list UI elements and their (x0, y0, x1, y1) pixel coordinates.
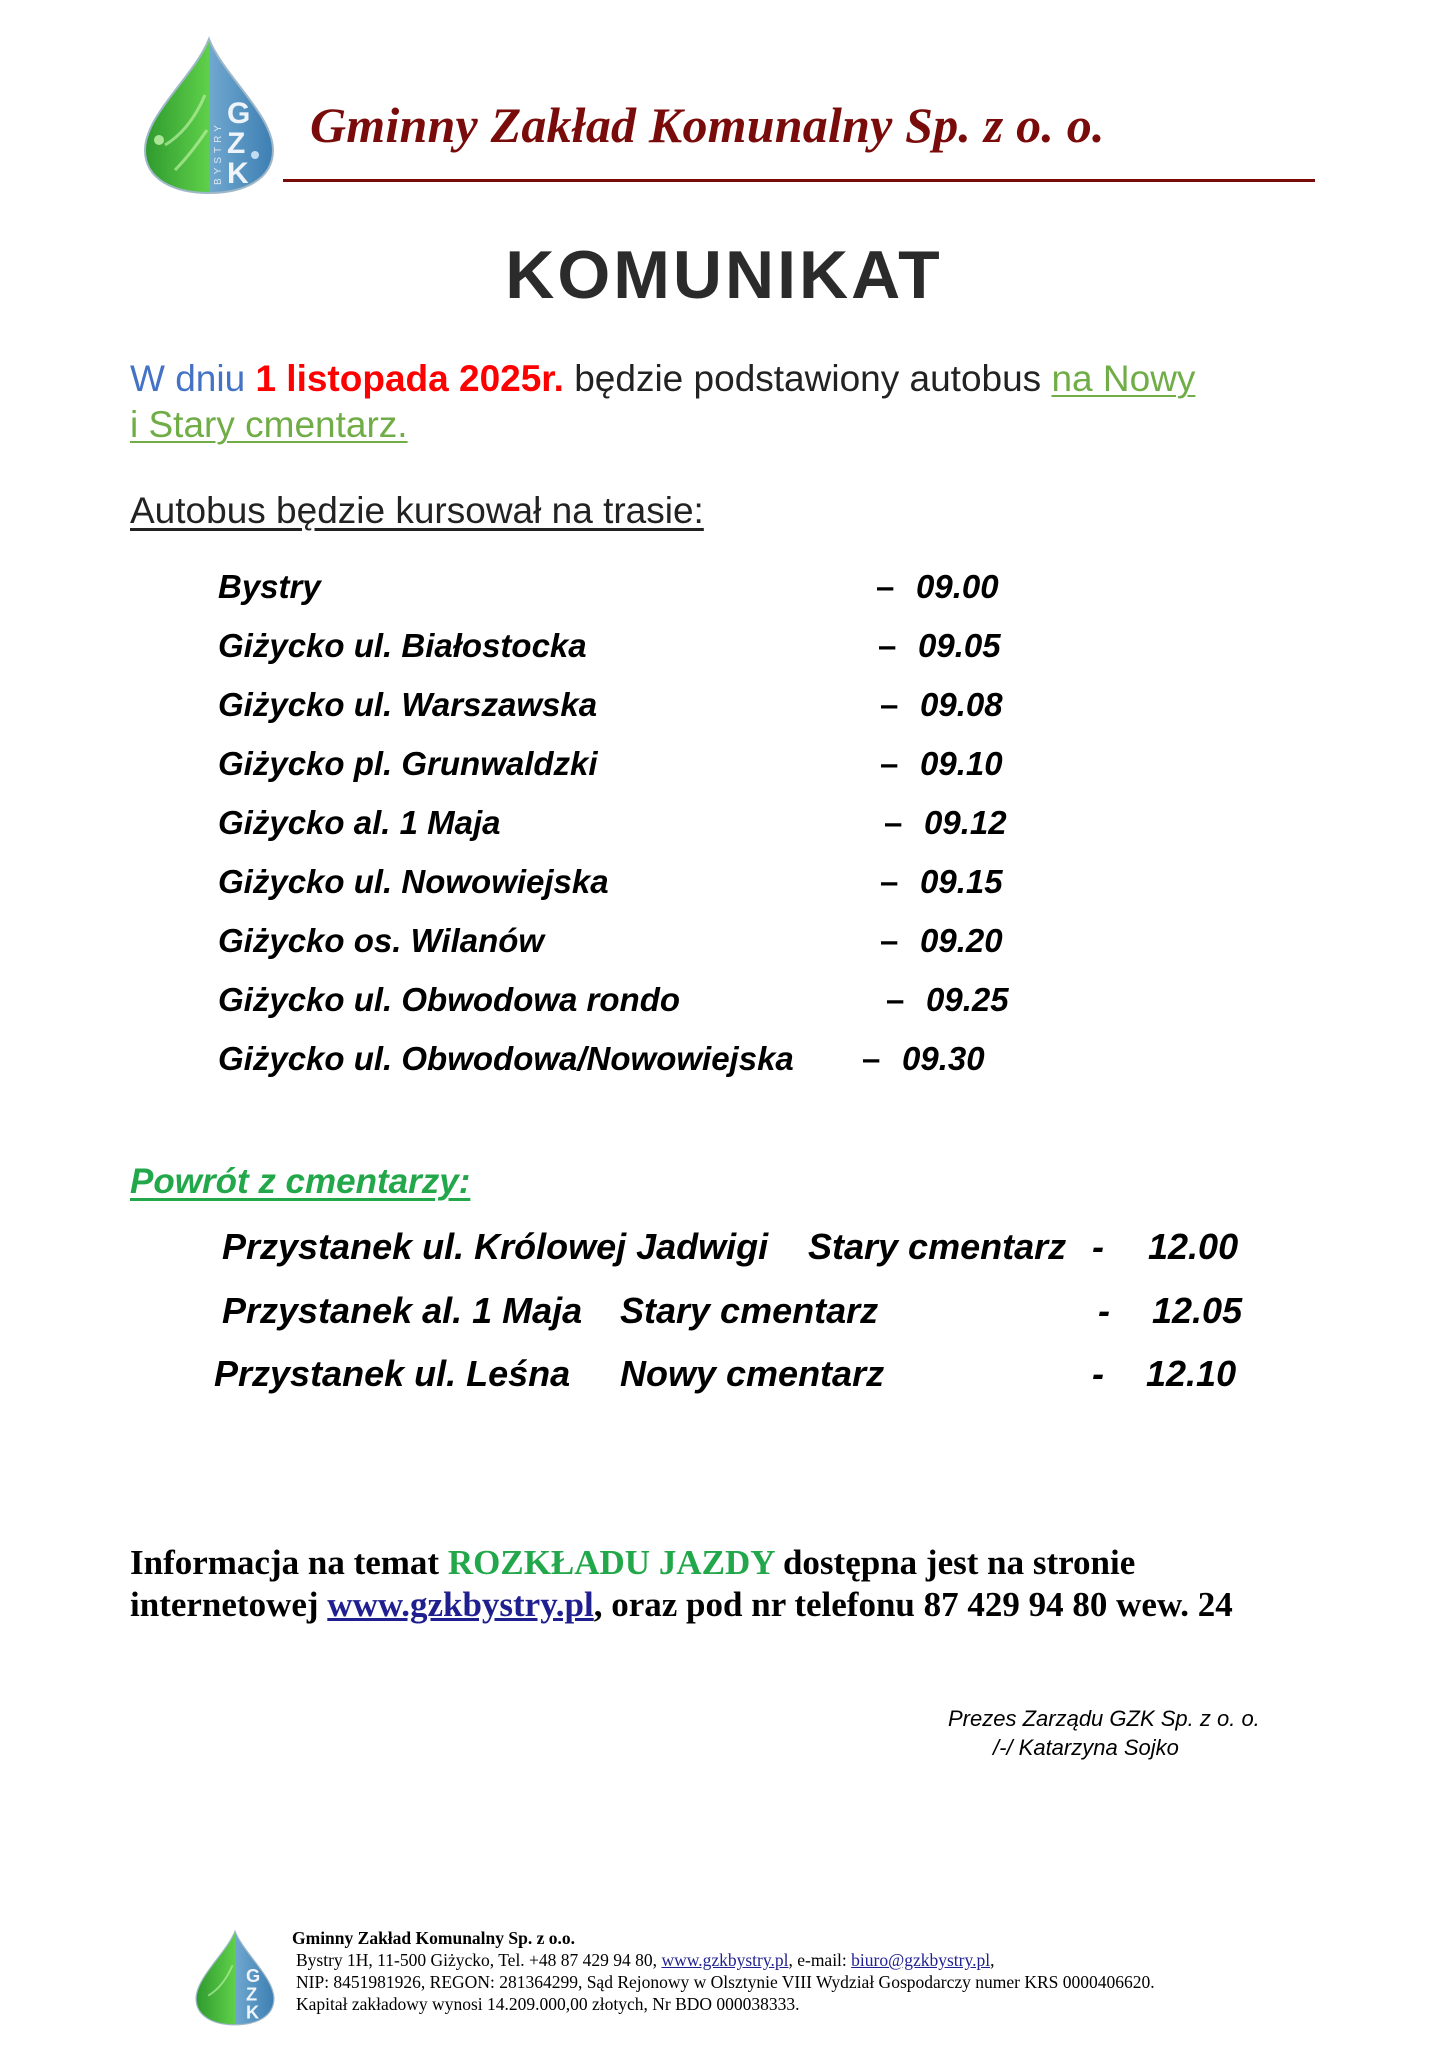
stop-name: Giżycko os. Wilanów (218, 922, 545, 959)
stop-name: Giżycko ul. Obwodowa rondo (218, 981, 681, 1018)
intro-paragraph (130, 356, 1195, 448)
website-link[interactable]: www.gzkbystry.pl (327, 1585, 594, 1624)
page-title: KOMUNIKAT (505, 237, 943, 313)
dash: – (880, 922, 899, 959)
dash: – (880, 745, 899, 782)
logo-letter-k: K (227, 157, 249, 190)
dash: – (876, 568, 895, 605)
info-line-1 (130, 1542, 1233, 1584)
intro-line-1 (130, 356, 1195, 402)
stop-time: 09.30 (902, 1040, 985, 1077)
stop-name: Giżycko al. 1 Maja (218, 804, 501, 841)
stop-time: 09.08 (920, 686, 1003, 723)
dash: – (886, 981, 905, 1018)
stop-name: Giżycko ul. Obwodowa/Nowowiejska (218, 1040, 794, 1077)
stop-time: 09.12 (924, 804, 1007, 841)
dash: – (880, 863, 899, 900)
logo-letter-z: Z (227, 127, 246, 160)
destination-text: i Stary cmentarz. (130, 404, 408, 445)
stop-time: 09.15 (920, 863, 1003, 900)
intro-text: W dniu (130, 358, 256, 399)
dash: - (1092, 1226, 1104, 1267)
header-divider (283, 179, 1315, 182)
footer-text: Bystry 1H, 11-500 Giżycko, Tel. +48 87 429 94 80, (296, 1950, 662, 1970)
return-stop: Przystanek ul. Leśna (214, 1353, 571, 1394)
return-stop: Przystanek al. 1 Maja (222, 1290, 583, 1331)
dash: - (1098, 1290, 1110, 1331)
info-line-2 (130, 1584, 1233, 1626)
dash: – (862, 1040, 881, 1077)
footer-registry: NIP: 8451981926, REGON: 281364299, Sąd Rejonowy w Olsztynie VIII Wydział Gospodarczy numer KRS 0000406620. (296, 1972, 1155, 1992)
return-time: 12.05 (1152, 1290, 1243, 1331)
dash: – (880, 686, 899, 723)
stop-name: Giżycko ul. Białostocka (218, 627, 587, 664)
info-text: , oraz pod nr telefonu 87 429 94 80 wew. 24 (593, 1585, 1233, 1624)
stop-time: 09.00 (916, 568, 999, 605)
footer-website-link[interactable]: www.gzkbystry.pl (661, 1950, 789, 1970)
info-text: dostępna jest na stronie (774, 1543, 1136, 1582)
footer-address (296, 1950, 994, 1971)
stop-name: Giżycko ul. Nowowiejska (218, 863, 609, 900)
logo-letter-g: G (227, 97, 251, 130)
footer-capital: Kapitał zakładowy wynosi 14.209.000,00 złotych, Nr BDO 000038333. (296, 1994, 800, 2014)
destination-text: na Nowy (1051, 358, 1196, 399)
event-date: 1 listopada 2025r. (255, 358, 564, 399)
stop-time: 09.10 (920, 745, 1003, 782)
stop-time: 09.05 (918, 627, 1001, 664)
stop-name: Giżycko pl. Grunwaldzki (218, 745, 598, 782)
return-stop: Przystanek ul. Królowej Jadwigi (222, 1226, 769, 1267)
return-time: 12.10 (1146, 1353, 1237, 1394)
organization-name: Gminny Zakład Komunalny Sp. z o. o. (310, 97, 1105, 153)
return-time: 12.00 (1148, 1226, 1239, 1267)
signature-name: /-/ Katarzyna Sojko (993, 1735, 1179, 1760)
signature-title: Prezes Zarządu GZK Sp. z o. o. (948, 1706, 1260, 1731)
svg-text:Z: Z (245, 1983, 258, 2005)
svg-text:K: K (245, 2001, 260, 2023)
intro-text: będzie podstawiony autobus (563, 358, 1052, 399)
footer-text: , e-mail: (788, 1950, 852, 1970)
return-cemetery: Stary cmentarz (808, 1226, 1067, 1267)
svg-text:G: G (245, 1965, 261, 1987)
stop-time: 09.20 (920, 922, 1003, 959)
return-heading: Powrót z cmentarzy: (130, 1162, 471, 1201)
dash: – (878, 627, 897, 664)
gzk-footer-logo-icon (190, 1928, 280, 2028)
intro-line-2 (130, 402, 1195, 448)
stop-name: Giżycko ul. Warszawska (218, 686, 598, 723)
dash: - (1092, 1353, 1104, 1394)
info-text: internetowej (130, 1585, 328, 1624)
info-text: Informacja na temat (130, 1543, 448, 1582)
return-cemetery: Stary cmentarz (620, 1290, 879, 1331)
stop-time: 09.25 (926, 981, 1009, 1018)
gzk-logo-icon (135, 35, 283, 197)
route-heading: Autobus będzie kursował na trasie: (130, 490, 704, 531)
stop-name: Bystry (218, 568, 321, 605)
footer-company: Gminny Zakład Komunalny Sp. z o.o. (292, 1928, 575, 1948)
dash: – (884, 804, 903, 841)
info-paragraph (130, 1542, 1233, 1626)
footer-email-link[interactable]: biuro@gzkbystry.pl (851, 1950, 991, 1970)
timetable-highlight: ROZKŁADU JAZDY (447, 1543, 775, 1582)
logo-side-text: BYSTRY (213, 121, 224, 185)
footer-text: , (990, 1950, 995, 1970)
return-cemetery: Nowy cmentarz (620, 1353, 885, 1394)
